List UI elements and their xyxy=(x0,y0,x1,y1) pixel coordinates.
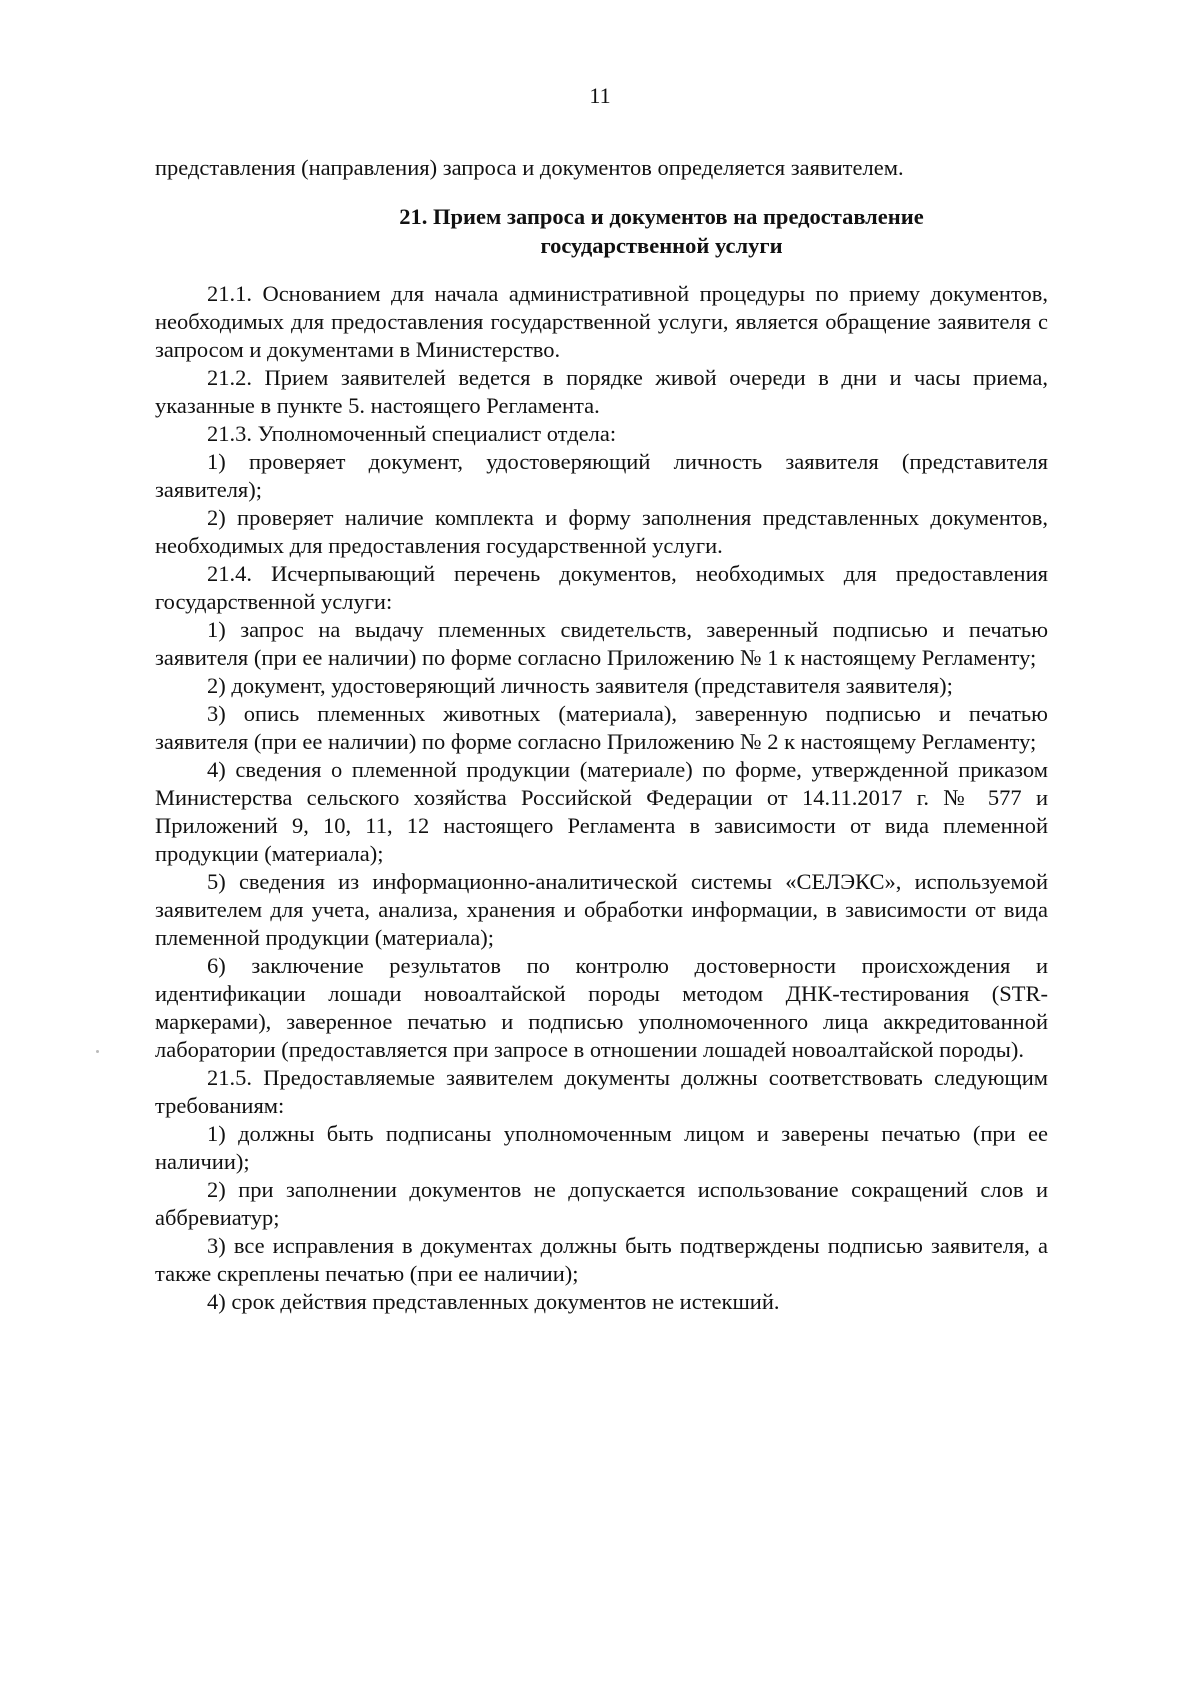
continuation-paragraph: представления (направления) запроса и документов определяется заявителем. xyxy=(155,155,904,180)
paragraph-21-5-item-1: 1) должны быть подписаны уполномоченным лицом и заверены печатью (при ее наличии); xyxy=(155,1121,1048,1174)
paragraph-21-3: 21.3. Уполномоченный специалист отдела: xyxy=(207,421,617,446)
page-number: 11 xyxy=(589,83,611,108)
paragraph-21-5-item-2: 2) при заполнении документов не допускается использование сокращений слов и аббревиатур; xyxy=(155,1177,1048,1230)
paragraph-21-4-item-6: 6) заключение результатов по контролю достоверности происхождения и идентификации лошади новоалтайской породы методом ДНК-тестирования (STR-маркерами), заверенное печатью и подписью уполномоченного лица аккредитованной лаборатории (предоставляется при запросе в отношении лошадей новоалтайской породы). xyxy=(155,953,1048,1062)
paragraph-21-3-item-1: 1) проверяет документ, удостоверяющий личность заявителя (представителя заявителя); xyxy=(155,449,1048,502)
paragraph-21-4-item-3: 3) опись племенных животных (материала), заверенную подписью и печатью заявителя (при ее наличии) по форме согласно Приложению № 2 к настоящему Регламенту; xyxy=(155,701,1048,754)
paragraph-21-4-item-4: 4) сведения о племенной продукции (материале) по форме, утвержденной приказом Министерства сельского хозяйства Российской Федерации от 14.11.2017 г. № 577 и Приложений 9, 10, 11, 12 настоящего Регламента в зависимости от вида племенной продукции (материала); xyxy=(155,757,1048,866)
paragraph-21-2: 21.2. Прием заявителей ведется в порядке живой очереди в дни и часы приема, указанные в пункте 5. настоящего Регламента. xyxy=(155,365,1048,418)
paragraph-21-3-item-2: 2) проверяет наличие комплекта и форму заполнения представленных документов, необходимых для предоставления государственной услуги. xyxy=(155,505,1048,558)
paragraph-21-5: 21.5. Предоставляемые заявителем документы должны соответствовать следующим требованиям: xyxy=(155,1065,1048,1118)
paragraph-21-4-item-2: 2) документ, удостоверяющий личность заявителя (представителя заявителя); xyxy=(207,673,953,698)
paragraph-21-1: 21.1. Основанием для начала административной процедуры по приему документов, необходимых для предоставления государственной услуги, является обращение заявителя с запросом и документами в Министерство. xyxy=(155,281,1048,362)
paragraph-21-4: 21.4. Исчерпывающий перечень документов, необходимых для предоставления государственной услуги: xyxy=(155,561,1048,614)
paragraph-21-5-item-4: 4) срок действия представленных документов не истекший. xyxy=(207,1289,780,1314)
paragraph-21-5-item-3: 3) все исправления в документах должны быть подтверждены подписью заявителя, а также скреплены печатью (при ее наличии); xyxy=(155,1233,1048,1286)
paragraph-21-4-item-5: 5) сведения из информационно-аналитической системы «СЕЛЭКС», используемой заявителем для учета, анализа, хранения и обработки информации, в зависимости от вида племенной продукции (материала); xyxy=(155,869,1048,950)
scan-speck xyxy=(96,1050,99,1053)
section-heading-line-2: государственной услуги xyxy=(540,233,783,258)
section-heading-line-1: 21. Прием запроса и документов на предоставление xyxy=(399,204,924,229)
document-body xyxy=(155,154,1048,1316)
section-heading xyxy=(155,202,1048,260)
paragraph-21-4-item-1: 1) запрос на выдачу племенных свидетельств, заверенный подписью и печатью заявителя (при ее наличии) по форме согласно Приложению № 1 к настоящему Регламенту; xyxy=(155,617,1048,670)
